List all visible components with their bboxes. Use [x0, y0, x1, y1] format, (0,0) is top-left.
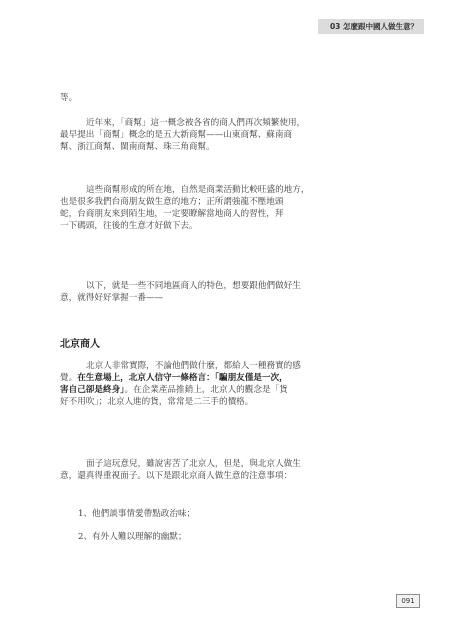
- text-line: [60, 384, 396, 396]
- text-line: 2、有外人難以理解的幽默；: [78, 532, 187, 542]
- list-item: [60, 531, 396, 543]
- text-line: 也是很多我們台商朋友做生意的地方；正所謂強龍不壓地頭: [60, 197, 284, 207]
- text-segment: 。在企業產品推銷上，北京人的觀念是「貨: [124, 385, 288, 395]
- text-line: 近年來，「商幫」這一概念被各省的商人們再次頻繁使用，: [86, 118, 306, 128]
- text-segment: 覺。: [60, 373, 78, 383]
- paragraph-4: [60, 280, 396, 304]
- text-line: 以下，就是一些不同地區商人的特色，想要跟他們做好生: [86, 281, 301, 291]
- bold-quote: 害自己卻是終身」: [60, 385, 125, 395]
- text-line: 蛇，台商朋友來到陌生地，一定要瞭解當地商人的習性，拜: [60, 209, 284, 219]
- text-line: 這些商幫形成的所在地，自然是商業活動比較旺盛的地方，: [86, 185, 310, 195]
- paragraph-3: [60, 184, 396, 232]
- chapter-header: 03 怎麼跟中國人做生意？: [318, 19, 424, 34]
- text-line: 等。: [60, 93, 78, 103]
- text-line: 意，還真得重視面子。以下是跟北京商人做生意的注意事項：: [60, 471, 293, 481]
- text-line: 好不用吹」；北京人進的貨，常常是二三手的價格。: [60, 397, 254, 407]
- section-title: 北京商人: [60, 339, 100, 350]
- section-paragraph-1: [60, 360, 396, 408]
- text-line: 意，就得好好掌握一番——: [60, 293, 164, 303]
- text-line: 面子這玩意兒，雖說害苦了北京人，但是，與北京人做生: [86, 459, 301, 469]
- text-line: [60, 372, 396, 384]
- page-number: 091: [396, 594, 420, 608]
- paragraph-2: [60, 117, 396, 153]
- paragraph-1: [60, 92, 396, 104]
- text-line: 幫、浙江商幫、閩南商幫、珠三角商幫。: [60, 142, 215, 152]
- text-line: 北京人非常實際，不論他們做什麼，都給人一種務實的感: [86, 361, 301, 371]
- bold-quote: 在生意場上，北京人信守一條格言：「騙朋友僅是一次，: [77, 373, 288, 383]
- section-paragraph-2: [60, 458, 396, 482]
- text-line: 1、他們談事情愛帶點政治味；: [78, 509, 196, 519]
- text-line: 一下碼頭，往後的生意才好做下去。: [60, 221, 198, 231]
- text-line: 最早提出「商幫」概念的是五大新商幫——山東商幫、蘇南商: [60, 130, 293, 140]
- list-item: [60, 508, 396, 520]
